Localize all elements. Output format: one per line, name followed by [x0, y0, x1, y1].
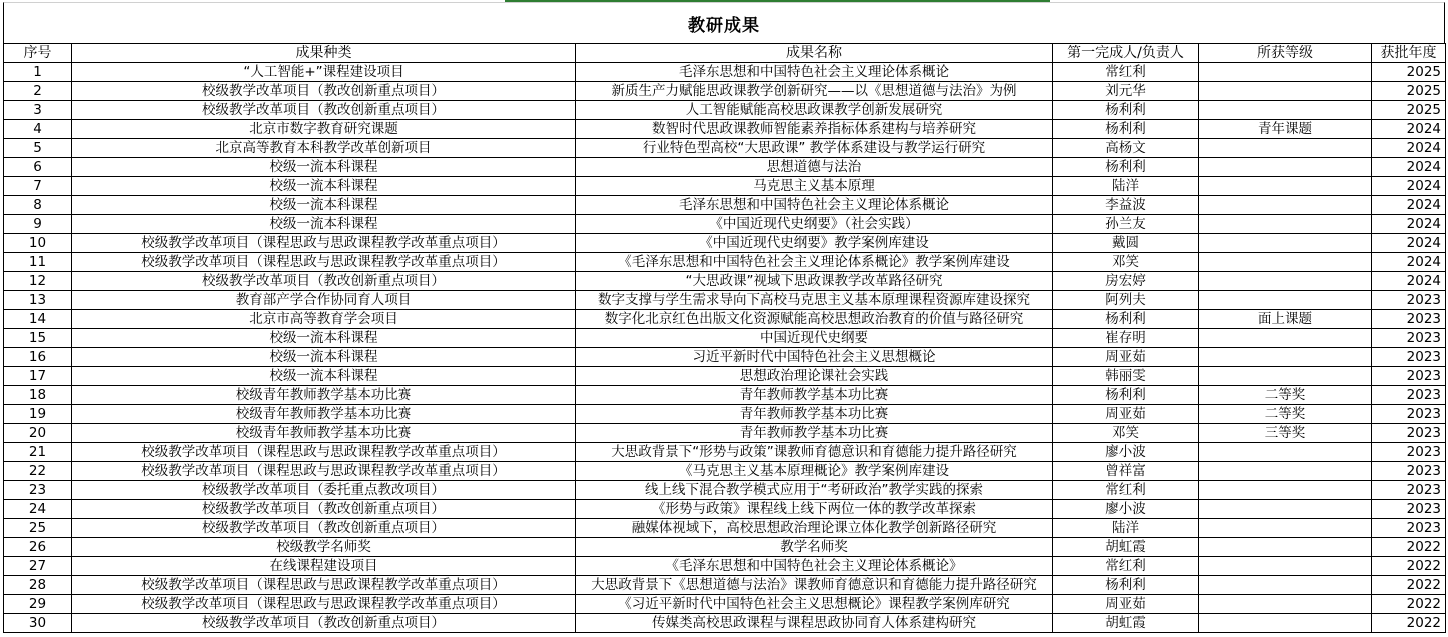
cell-type[interactable]: 北京市高等教育学会项目 [72, 310, 576, 329]
cell-type[interactable]: 北京高等教育本科教学改革创新项目 [72, 139, 576, 158]
cell-no[interactable]: 9 [4, 215, 72, 234]
cell-person[interactable]: 韩丽雯 [1053, 367, 1199, 386]
cell-year[interactable]: 2023 [1372, 348, 1446, 367]
cell-type[interactable]: 校级一流本科课程 [72, 196, 576, 215]
cell-year[interactable]: 2022 [1372, 557, 1446, 576]
cell-no[interactable]: 3 [4, 101, 72, 120]
cell-year[interactable]: 2024 [1372, 234, 1446, 253]
cell-person[interactable]: 曾祥富 [1053, 462, 1199, 481]
cell-type[interactable]: 校级青年教师教学基本功比赛 [72, 405, 576, 424]
cell-person[interactable]: 廖小波 [1053, 500, 1199, 519]
table-row [4, 196, 1446, 215]
cell-year[interactable]: 2023 [1372, 310, 1446, 329]
cell-person[interactable]: 刘元华 [1053, 82, 1199, 101]
cell-person[interactable]: 杨利利 [1053, 576, 1199, 595]
cell-no[interactable]: 1 [4, 63, 72, 82]
cell-type[interactable]: 校级教学改革项目（课程思政与思政课程教学改革重点项目） [72, 576, 576, 595]
cell-person[interactable]: 李益波 [1053, 196, 1199, 215]
cell-person[interactable]: 杨利利 [1053, 386, 1199, 405]
cell-person[interactable]: 阿列夫 [1053, 291, 1199, 310]
cell-no[interactable]: 20 [4, 424, 72, 443]
table-row [4, 120, 1446, 139]
cell-type[interactable]: 校级一流本科课程 [72, 215, 576, 234]
cell-name[interactable]: 思想政治理论课社会实践 [576, 367, 1053, 386]
cell-type[interactable]: 校级一流本科课程 [72, 329, 576, 348]
cell-no[interactable]: 22 [4, 462, 72, 481]
cell-person[interactable]: 常红利 [1053, 557, 1199, 576]
cell-name[interactable]: 大思政背景下《思想道德与法治》课教师育德意识和育德能力提升路径研究 [576, 576, 1053, 595]
cell-year[interactable]: 2023 [1372, 443, 1446, 462]
cell-no[interactable]: 30 [4, 614, 72, 633]
cell-level[interactable] [1199, 82, 1372, 101]
cell-no[interactable]: 19 [4, 405, 72, 424]
table-row [4, 462, 1446, 481]
table-row [4, 538, 1446, 557]
cell-level[interactable] [1199, 272, 1372, 291]
cell-type[interactable]: 在线课程建设项目 [72, 557, 576, 576]
cell-year[interactable]: 2023 [1372, 500, 1446, 519]
cell-no[interactable]: 13 [4, 291, 72, 310]
cell-level[interactable] [1199, 291, 1372, 310]
table-row [4, 500, 1446, 519]
col-header-level[interactable]: 所获等级 [1199, 44, 1372, 63]
cell-year[interactable]: 2024 [1372, 158, 1446, 177]
cell-no[interactable]: 24 [4, 500, 72, 519]
cell-level[interactable]: 二等奖 [1199, 386, 1372, 405]
cell-type[interactable]: 校级教学改革项目（委托重点教改项目） [72, 481, 576, 500]
cell-year[interactable]: 2024 [1372, 196, 1446, 215]
table-row [4, 101, 1446, 120]
cell-name[interactable]: 线上线下混合教学模式应用于“考研政治”教学实践的探索 [576, 481, 1053, 500]
table-row [4, 329, 1446, 348]
cell-name[interactable]: 《毛泽东思想和中国特色社会主义理论体系概论》教学案例库建设 [576, 253, 1053, 272]
cell-no[interactable]: 14 [4, 310, 72, 329]
table-row [4, 443, 1446, 462]
cell-person[interactable]: 杨利利 [1053, 310, 1199, 329]
cell-person[interactable]: 周亚茹 [1053, 405, 1199, 424]
cell-no[interactable]: 2 [4, 82, 72, 101]
cell-person[interactable]: 杨利利 [1053, 120, 1199, 139]
cell-level[interactable] [1199, 215, 1372, 234]
cell-no[interactable]: 21 [4, 443, 72, 462]
cell-level[interactable] [1199, 139, 1372, 158]
cell-person[interactable]: 戴圆 [1053, 234, 1199, 253]
cell-name[interactable]: 《习近平新时代中国特色社会主义思想概论》课程教学案例库研究 [576, 595, 1053, 614]
cell-person[interactable]: 孙兰友 [1053, 215, 1199, 234]
cell-no[interactable]: 18 [4, 386, 72, 405]
cell-level[interactable] [1199, 367, 1372, 386]
cell-name[interactable]: 《毛泽东思想和中国特色社会主义理论体系概论》 [576, 557, 1053, 576]
cell-person[interactable]: 邓笑 [1053, 424, 1199, 443]
cell-person[interactable]: 陆洋 [1053, 177, 1199, 196]
cell-level[interactable] [1199, 519, 1372, 538]
cell-no[interactable]: 11 [4, 253, 72, 272]
cell-person[interactable]: 陆洋 [1053, 519, 1199, 538]
cell-name[interactable]: 习近平新时代中国特色社会主义思想概论 [576, 348, 1053, 367]
table-row [4, 367, 1446, 386]
cell-year[interactable]: 2022 [1372, 595, 1446, 614]
cell-level[interactable]: 青年课题 [1199, 120, 1372, 139]
cell-type[interactable]: 校级一流本科课程 [72, 177, 576, 196]
cell-name[interactable]: 《中国近现代史纲要》教学案例库建设 [576, 234, 1053, 253]
cell-level[interactable] [1199, 443, 1372, 462]
cell-name[interactable]: 融媒体视域下，高校思想政治理论课立体化教学创新路径研究 [576, 519, 1053, 538]
cell-no[interactable]: 26 [4, 538, 72, 557]
cell-level[interactable] [1199, 234, 1372, 253]
cell-person[interactable]: 杨利利 [1053, 101, 1199, 120]
cell-name[interactable]: 马克思主义基本原理 [576, 177, 1053, 196]
cell-year[interactable]: 2023 [1372, 424, 1446, 443]
cell-no[interactable]: 23 [4, 481, 72, 500]
cell-type[interactable]: 校级教学改革项目（课程思政与思政课程教学改革重点项目） [72, 443, 576, 462]
spreadsheet [3, 2, 1445, 633]
cell-name[interactable]: 《形势与政策》课程线上线下两位一体的教学改革探索 [576, 500, 1053, 519]
cell-name[interactable]: 青年教师教学基本功比赛 [576, 424, 1053, 443]
sheet-title: 教研成果 [3, 2, 1445, 43]
col-header-name[interactable]: 成果名称 [576, 44, 1053, 63]
cell-type[interactable]: 校级教学改革项目（教改创新重点项目） [72, 101, 576, 120]
cell-no[interactable]: 7 [4, 177, 72, 196]
cell-year[interactable]: 2024 [1372, 215, 1446, 234]
cell-name[interactable]: 传媒类高校思政课程与课程思政协同育人体系建构研究 [576, 614, 1053, 633]
cell-level[interactable]: 二等奖 [1199, 405, 1372, 424]
table-row [4, 158, 1446, 177]
cell-name[interactable]: 《中国近现代史纲要》（社会实践） [576, 215, 1053, 234]
table-row [4, 310, 1446, 329]
cell-no[interactable]: 4 [4, 120, 72, 139]
cell-type[interactable]: 校级一流本科课程 [72, 367, 576, 386]
cell-level[interactable] [1199, 196, 1372, 215]
cell-no[interactable]: 15 [4, 329, 72, 348]
table-row [4, 348, 1446, 367]
cell-person[interactable]: 周亚茹 [1053, 595, 1199, 614]
cell-year[interactable]: 2025 [1372, 63, 1446, 82]
table-row [4, 139, 1446, 158]
cell-type[interactable]: 校级一流本科课程 [72, 158, 576, 177]
cell-name[interactable]: 毛泽东思想和中国特色社会主义理论体系概论 [576, 63, 1053, 82]
cell-no[interactable]: 17 [4, 367, 72, 386]
cell-level[interactable] [1199, 614, 1372, 633]
table-row [4, 595, 1446, 614]
cell-person[interactable]: 常红利 [1053, 481, 1199, 500]
table-row [4, 82, 1446, 101]
cell-name[interactable]: 思想道德与法治 [576, 158, 1053, 177]
col-header-no[interactable]: 序号 [4, 44, 72, 63]
cell-level[interactable]: 三等奖 [1199, 424, 1372, 443]
cell-level[interactable] [1199, 158, 1372, 177]
cell-level[interactable] [1199, 462, 1372, 481]
cell-type[interactable]: 校级教学改革项目（教改创新重点项目） [72, 82, 576, 101]
cell-type[interactable]: 校级青年教师教学基本功比赛 [72, 386, 576, 405]
cell-year[interactable]: 2024 [1372, 272, 1446, 291]
cell-name[interactable]: 数字支撑与学生需求导向下高校马克思主义基本原理课程资源库建设探究 [576, 291, 1053, 310]
cell-level[interactable] [1199, 500, 1372, 519]
table-row [4, 519, 1446, 538]
cell-year[interactable]: 2022 [1372, 538, 1446, 557]
cell-name[interactable]: 行业特色型高校“大思政课” 教学体系建设与教学运行研究 [576, 139, 1053, 158]
cell-level[interactable] [1199, 177, 1372, 196]
cell-person[interactable]: 邓笑 [1053, 253, 1199, 272]
col-header-person[interactable]: 第一完成人/负责人 [1053, 44, 1199, 63]
cell-year[interactable]: 2024 [1372, 177, 1446, 196]
cell-year[interactable]: 2024 [1372, 120, 1446, 139]
cell-person[interactable]: 胡虹霞 [1053, 614, 1199, 633]
cell-level[interactable] [1199, 557, 1372, 576]
cell-year[interactable]: 2023 [1372, 329, 1446, 348]
table-row [4, 63, 1446, 82]
table-row [4, 557, 1446, 576]
cell-year[interactable]: 2023 [1372, 481, 1446, 500]
cell-name[interactable]: “大思政课”视域下思政课教学改革路径研究 [576, 272, 1053, 291]
cell-year[interactable]: 2024 [1372, 139, 1446, 158]
cell-no[interactable]: 28 [4, 576, 72, 595]
cell-person[interactable]: 房宏婷 [1053, 272, 1199, 291]
cell-no[interactable]: 25 [4, 519, 72, 538]
col-header-year[interactable]: 获批年度 [1372, 44, 1446, 63]
cell-name[interactable]: 《马克思主义基本原理概论》教学案例库建设 [576, 462, 1053, 481]
cell-name[interactable]: 大思政背景下“形势与政策”课教师育德意识和育德能力提升路径研究 [576, 443, 1053, 462]
cell-year[interactable]: 2023 [1372, 462, 1446, 481]
cell-level[interactable]: 面上课题 [1199, 310, 1372, 329]
col-header-type[interactable]: 成果种类 [72, 44, 576, 63]
cell-name[interactable]: 青年教师教学基本功比赛 [576, 405, 1053, 424]
cell-year[interactable]: 2024 [1372, 253, 1446, 272]
cell-year[interactable]: 2022 [1372, 576, 1446, 595]
cell-type[interactable]: 校级教学名师奖 [72, 538, 576, 557]
cell-type[interactable]: 校级教学改革项目（课程思政与思政课程教学改革重点项目） [72, 234, 576, 253]
cell-name[interactable]: 数智时代思政课教师智能素养指标体系建构与培养研究 [576, 120, 1053, 139]
table-row [4, 424, 1446, 443]
cell-year[interactable]: 2025 [1372, 82, 1446, 101]
cell-year[interactable]: 2023 [1372, 291, 1446, 310]
cell-type[interactable]: 校级教学改革项目（课程思政与思政课程教学改革重点项目） [72, 253, 576, 272]
table-row [4, 405, 1446, 424]
cell-level[interactable] [1199, 348, 1372, 367]
cell-level[interactable] [1199, 63, 1372, 82]
header-row [4, 44, 1446, 63]
cell-type[interactable]: 校级教学改革项目（课程思政与思政课程教学改革重点项目） [72, 595, 576, 614]
cell-level[interactable] [1199, 538, 1372, 557]
cell-no[interactable]: 6 [4, 158, 72, 177]
cell-name[interactable]: 新质生产力赋能思政课教学创新研究——以《思想道德与法治》为例 [576, 82, 1053, 101]
table-row [4, 177, 1446, 196]
cell-name[interactable]: 中国近现代史纲要 [576, 329, 1053, 348]
cell-level[interactable] [1199, 329, 1372, 348]
table-row [4, 272, 1446, 291]
cell-name[interactable]: 教学名师奖 [576, 538, 1053, 557]
cell-type[interactable]: 校级教学改革项目（课程思政与思政课程教学改革重点项目） [72, 462, 576, 481]
cell-name[interactable]: 青年教师教学基本功比赛 [576, 386, 1053, 405]
cell-year[interactable]: 2022 [1372, 614, 1446, 633]
results-table [3, 43, 1446, 633]
cell-type[interactable]: 校级教学改革项目（教改创新重点项目） [72, 272, 576, 291]
cell-no[interactable]: 5 [4, 139, 72, 158]
cell-type[interactable]: 北京市数字教育研究课题 [72, 120, 576, 139]
cell-name[interactable]: 毛泽东思想和中国特色社会主义理论体系概论 [576, 196, 1053, 215]
cell-person[interactable]: 崔存明 [1053, 329, 1199, 348]
cell-year[interactable]: 2025 [1372, 101, 1446, 120]
table-row [4, 386, 1446, 405]
cell-level[interactable] [1199, 101, 1372, 120]
cell-level[interactable] [1199, 253, 1372, 272]
cell-no[interactable]: 8 [4, 196, 72, 215]
table-row [4, 215, 1446, 234]
cell-name[interactable]: 人工智能赋能高校思政课教学创新发展研究 [576, 101, 1053, 120]
cell-year[interactable]: 2023 [1372, 519, 1446, 538]
cell-type[interactable]: 教育部产学合作协同育人项目 [72, 291, 576, 310]
cell-type[interactable]: 校级教学改革项目（教改创新重点项目） [72, 614, 576, 633]
table-row [4, 614, 1446, 633]
cell-year[interactable]: 2023 [1372, 386, 1446, 405]
cell-person[interactable]: 杨利利 [1053, 158, 1199, 177]
cell-person[interactable]: 高杨文 [1053, 139, 1199, 158]
cell-level[interactable] [1199, 576, 1372, 595]
cell-person[interactable]: 周亚茹 [1053, 348, 1199, 367]
cell-type[interactable]: 校级一流本科课程 [72, 348, 576, 367]
cell-person[interactable]: 廖小波 [1053, 443, 1199, 462]
cell-person[interactable]: 胡虹霞 [1053, 538, 1199, 557]
cell-year[interactable]: 2023 [1372, 367, 1446, 386]
table-row [4, 576, 1446, 595]
cell-no[interactable]: 29 [4, 595, 72, 614]
cell-level[interactable] [1199, 595, 1372, 614]
cell-type[interactable]: 校级教学改革项目（教改创新重点项目） [72, 500, 576, 519]
cell-year[interactable]: 2023 [1372, 405, 1446, 424]
cell-type[interactable]: 校级青年教师教学基本功比赛 [72, 424, 576, 443]
cell-no[interactable]: 16 [4, 348, 72, 367]
cell-person[interactable]: 常红利 [1053, 63, 1199, 82]
table-row [4, 234, 1446, 253]
cell-no[interactable]: 27 [4, 557, 72, 576]
cell-no[interactable]: 12 [4, 272, 72, 291]
table-row [4, 481, 1446, 500]
cell-type[interactable]: “人工智能+”课程建设项目 [72, 63, 576, 82]
table-row [4, 253, 1446, 272]
cell-name[interactable]: 数字化北京红色出版文化资源赋能高校思想政治教育的价值与路径研究 [576, 310, 1053, 329]
cell-no[interactable]: 10 [4, 234, 72, 253]
cell-level[interactable] [1199, 481, 1372, 500]
table-row [4, 291, 1446, 310]
cell-type[interactable]: 校级教学改革项目（教改创新重点项目） [72, 519, 576, 538]
